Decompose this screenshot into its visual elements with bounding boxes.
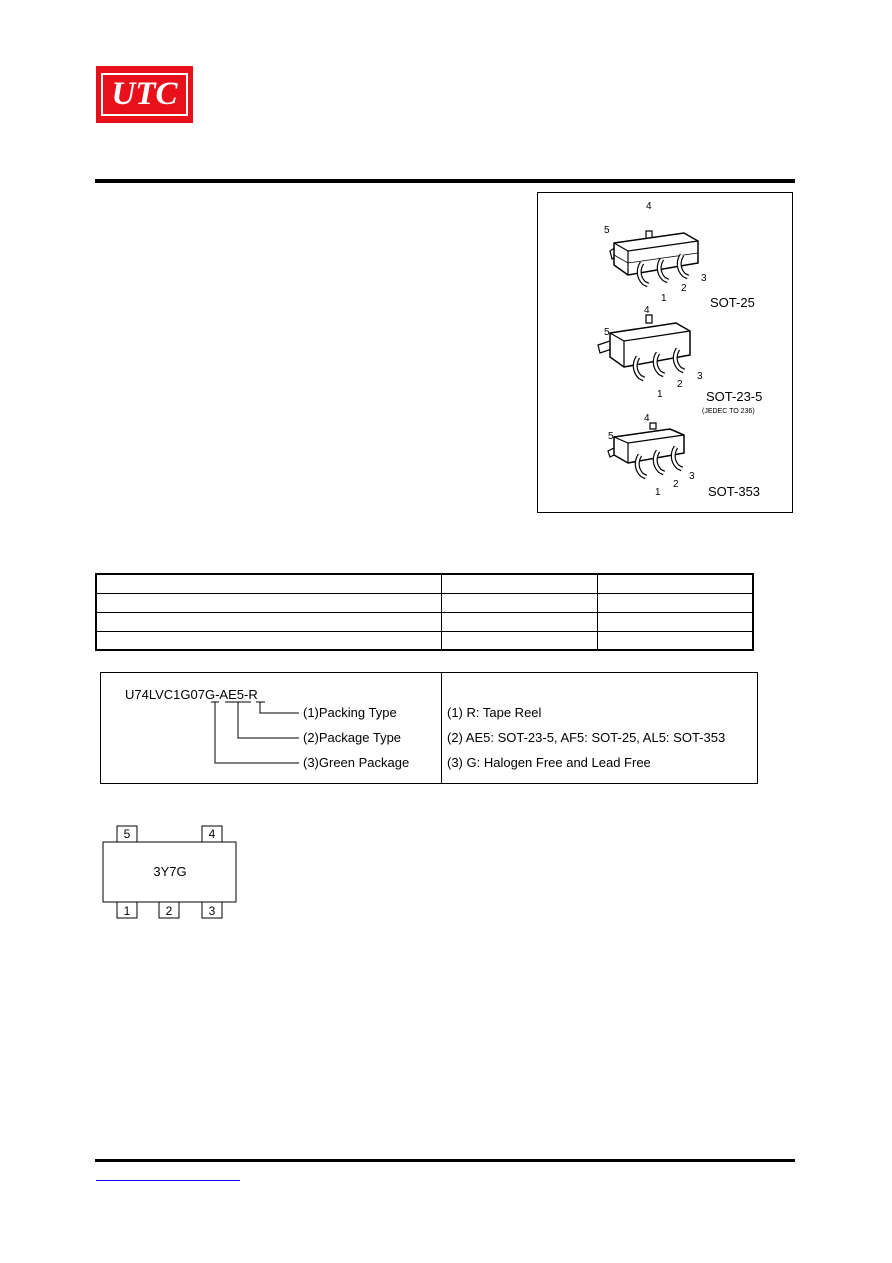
decode-label-package-type: (2)Package Type: [303, 730, 402, 745]
table-cell: [597, 631, 753, 650]
table-cell: [96, 574, 441, 593]
pin-label: 4: [644, 413, 650, 424]
utc-logo: [96, 66, 193, 123]
package-illustration-box: [537, 192, 793, 513]
pin-label: 5: [608, 431, 614, 442]
table-cell: [597, 612, 753, 631]
table-row: [96, 593, 753, 612]
ordering-table: [95, 573, 754, 651]
decode-desc-green: (3) G: Halogen Free and Lead Free: [447, 755, 651, 770]
footer-rule: [95, 1159, 795, 1162]
decode-desc-package: (2) AE5: SOT-23-5, AF5: SOT-25, AL5: SOT-353: [447, 730, 726, 745]
table-cell: [96, 631, 441, 650]
pin-label: 2: [681, 283, 687, 294]
table-cell: [96, 593, 441, 612]
table-cell: [441, 574, 597, 593]
part-number-decode: [100, 672, 758, 784]
footer-website-link[interactable]: [96, 1171, 240, 1181]
pin-label: 1: [655, 487, 661, 498]
pin-label: 3: [701, 273, 707, 284]
header-rule: [95, 179, 795, 183]
package-note-jedec: (JEDEC TO 236): [702, 408, 755, 415]
package-name-sot-23-5: SOT-23-5: [706, 389, 763, 404]
pin-label: 3: [689, 471, 695, 482]
decode-label-packing-type: (1)Packing Type: [303, 705, 397, 720]
package-name-sot-25: SOT-25: [710, 295, 755, 310]
pin-label: 3: [697, 371, 703, 382]
marking-diagram: [100, 822, 240, 922]
marking-pin-5: 5: [123, 827, 131, 841]
marking-pin-4: 4: [208, 827, 216, 841]
package-name-sot-353: SOT-353: [708, 484, 761, 499]
table-row: [96, 612, 753, 631]
table-cell: [597, 593, 753, 612]
package-drawings: [538, 193, 794, 514]
pin-label: 5: [604, 327, 610, 338]
decode-label-green-package: (3)Green Package: [303, 755, 410, 770]
logo-text: UTC: [111, 76, 178, 112]
pin-label: 1: [657, 389, 663, 400]
pin-label: 5: [604, 225, 610, 236]
table-cell: [96, 612, 441, 631]
package-sot-25-drawing: [610, 231, 698, 285]
logo-frame: [101, 73, 188, 116]
marking-code: 3Y7G: [153, 864, 187, 879]
decode-desc-packing: (1) R: Tape Reel: [447, 705, 542, 720]
marking-pin-3: 3: [208, 904, 216, 918]
part-number: U74LVC1G07G-AE5-R: [125, 687, 258, 702]
table-row: [96, 631, 753, 650]
pin-label: 4: [644, 305, 650, 316]
table-cell: [441, 593, 597, 612]
marking-pin-1: 1: [123, 904, 131, 918]
package-sot-353-drawing: [608, 423, 684, 477]
package-sot-23-5-drawing: [598, 315, 690, 379]
pin-label: 2: [673, 479, 679, 490]
decode-diagram: [101, 673, 759, 785]
pin-label: 1: [661, 293, 667, 304]
table-row: [96, 574, 753, 593]
table-cell: [597, 574, 753, 593]
marking-pin-2: 2: [165, 904, 173, 918]
table-cell: [441, 631, 597, 650]
pin-label: 4: [646, 201, 652, 212]
table-cell: [441, 612, 597, 631]
pin-label: 2: [677, 379, 683, 390]
marking-drawing: [100, 822, 240, 922]
